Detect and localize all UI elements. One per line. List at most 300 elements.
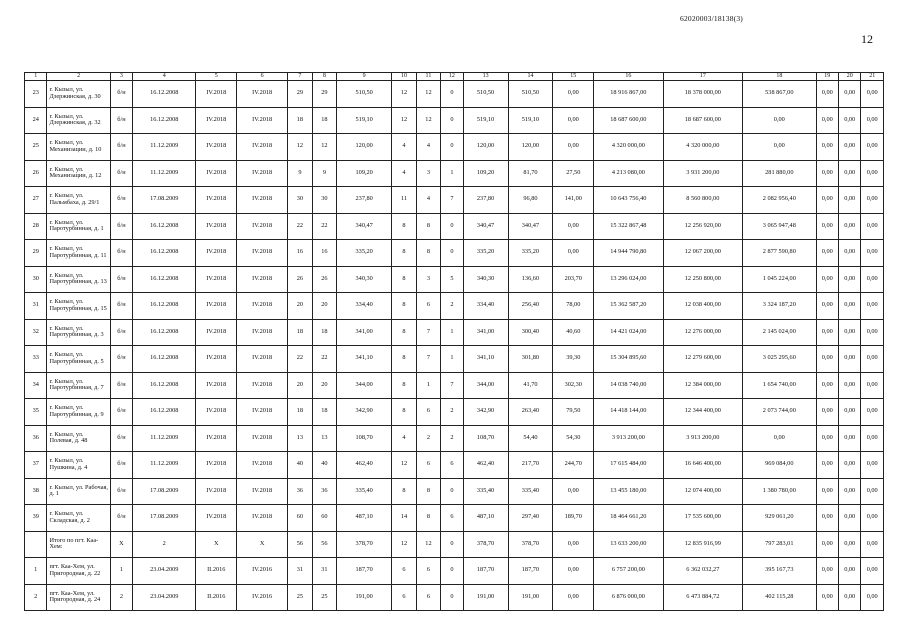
cell-col-20: 0,00 [838,107,860,134]
cell-col-6: IV.2018 [237,293,288,320]
cell-col-12: 1 [441,346,463,373]
cell-col-7: 25 [288,584,312,611]
cell-col-4: 16.12.2008 [133,372,196,399]
cell-col-12: 2 [441,399,463,426]
cell-col-19: 0,00 [816,81,838,108]
cell-col-16: 15 304 895,60 [594,346,663,373]
cell-col-20: 0,00 [838,160,860,187]
cell-col-8: 20 [312,293,336,320]
cell-col-15: 0,00 [553,558,594,585]
cell-col-14: 191,00 [508,584,553,611]
cell-col-10: 12 [392,107,416,134]
cell-col-15: 79,50 [553,399,594,426]
cell-col-18: 538 867,00 [743,81,816,108]
cell-col-5: II.2016 [196,584,237,611]
cell-col-6: IV.2018 [237,399,288,426]
cell-col-5: IV.2018 [196,293,237,320]
cell-col-13: 378,70 [463,531,508,558]
cell-col-17: 12 279 600,00 [663,346,743,373]
cell-col-12: 0 [441,107,463,134]
document-id: 62020003/18138(3) [680,14,743,23]
cell-col-2: г. Кызыл, ул. Складская, д. 2 [47,505,110,532]
cell-col-14: 335,40 [508,478,553,505]
column-number-4: 4 [133,73,196,81]
cell-col-3: б/н [110,399,132,426]
table-row [25,81,884,108]
cell-col-3: б/н [110,213,132,240]
cell-col-4: 23.04.2009 [133,558,196,585]
cell-col-21: 0,00 [861,452,884,479]
cell-col-4: 16.12.2008 [133,346,196,373]
cell-col-3: б/н [110,240,132,267]
cell-col-5: IV.2018 [196,372,237,399]
cell-col-19: 0,00 [816,452,838,479]
cell-col-7: 22 [288,346,312,373]
cell-col-17: 6 473 884,72 [663,584,743,611]
cell-col-2: г. Кызыл, ул. Паротурбинная, д. 9 [47,399,110,426]
cell-col-14: 301,80 [508,346,553,373]
cell-col-19: 0,00 [816,346,838,373]
cell-col-6: IV.2016 [237,584,288,611]
cell-col-20: 0,00 [838,505,860,532]
cell-col-1: 34 [25,372,47,399]
column-number-10: 10 [392,73,416,81]
cell-col-8: 18 [312,107,336,134]
cell-col-19: 0,00 [816,319,838,346]
cell-col-14: 300,40 [508,319,553,346]
cell-col-10: 8 [392,293,416,320]
cell-col-18: 3 025 295,60 [743,346,816,373]
cell-col-15: 54,30 [553,425,594,452]
cell-col-16: 13 455 180,00 [594,478,663,505]
cell-col-3: б/н [110,134,132,161]
cell-col-13: 108,70 [463,425,508,452]
cell-col-1: 24 [25,107,47,134]
cell-col-19: 0,00 [816,372,838,399]
cell-col-21: 0,00 [861,505,884,532]
cell-col-17: 3 931 200,00 [663,160,743,187]
cell-col-18: 3 065 947,48 [743,213,816,240]
cell-col-16: 15 362 587,20 [594,293,663,320]
cell-col-16: 18 916 867,00 [594,81,663,108]
cell-col-17: 12 256 920,00 [663,213,743,240]
cell-col-11: 7 [416,346,440,373]
cell-col-11: 6 [416,399,440,426]
cell-col-18: 0,00 [743,425,816,452]
cell-col-11: 2 [416,425,440,452]
cell-col-14: 378,70 [508,531,553,558]
cell-col-1: 31 [25,293,47,320]
cell-col-9: 487,10 [337,505,392,532]
cell-col-8: 25 [312,584,336,611]
cell-col-20: 0,00 [838,187,860,214]
cell-col-18: 2 145 024,00 [743,319,816,346]
cell-col-21: 0,00 [861,319,884,346]
cell-col-15: 39,30 [553,346,594,373]
cell-col-7: 36 [288,478,312,505]
cell-col-4: 16.12.2008 [133,213,196,240]
cell-col-15: 302,30 [553,372,594,399]
cell-col-7: 13 [288,425,312,452]
cell-col-13: 487,10 [463,505,508,532]
cell-col-18: 1 045 224,00 [743,266,816,293]
cell-col-12: 1 [441,319,463,346]
cell-col-1: 37 [25,452,47,479]
cell-col-1: 25 [25,134,47,161]
cell-col-18: 3 324 187,20 [743,293,816,320]
cell-col-3: б/н [110,346,132,373]
table-row [25,531,884,558]
cell-col-16: 14 944 790,80 [594,240,663,267]
cell-col-4: 11.12.2009 [133,425,196,452]
cell-col-15: 40,60 [553,319,594,346]
cell-col-7: 60 [288,505,312,532]
cell-col-13: 340,47 [463,213,508,240]
cell-col-8: 20 [312,372,336,399]
cell-col-19: 0,00 [816,399,838,426]
cell-col-2: г. Кызыл, ул. Механизации, д. 12 [47,160,110,187]
cell-col-10: 12 [392,81,416,108]
table-row [25,399,884,426]
cell-col-21: 0,00 [861,558,884,585]
cell-col-1: 28 [25,213,47,240]
cell-col-5: IV.2018 [196,81,237,108]
table-row [25,293,884,320]
cell-col-1 [25,531,47,558]
cell-col-6: IV.2018 [237,425,288,452]
cell-col-1: 32 [25,319,47,346]
cell-col-19: 0,00 [816,134,838,161]
cell-col-8: 31 [312,558,336,585]
cell-col-15: 0,00 [553,134,594,161]
cell-col-11: 8 [416,505,440,532]
cell-col-11: 8 [416,213,440,240]
cell-col-11: 6 [416,584,440,611]
cell-col-13: 462,40 [463,452,508,479]
cell-col-13: 519,10 [463,107,508,134]
cell-col-10: 6 [392,558,416,585]
cell-col-11: 4 [416,187,440,214]
cell-col-11: 3 [416,266,440,293]
cell-col-5: IV.2018 [196,346,237,373]
cell-col-3: б/н [110,319,132,346]
cell-col-21: 0,00 [861,531,884,558]
cell-col-17: 3 913 200,00 [663,425,743,452]
cell-col-9: 340,30 [337,266,392,293]
cell-col-19: 0,00 [816,558,838,585]
cell-col-18: 2 073 744,00 [743,399,816,426]
cell-col-15: 0,00 [553,213,594,240]
cell-col-14: 297,40 [508,505,553,532]
cell-col-4: 16.12.2008 [133,319,196,346]
cell-col-18: 0,00 [743,107,816,134]
cell-col-4: 17.08.2009 [133,478,196,505]
cell-col-15: 27,50 [553,160,594,187]
cell-col-16: 10 643 756,40 [594,187,663,214]
cell-col-10: 11 [392,187,416,214]
cell-col-6: IV.2018 [237,266,288,293]
cell-col-17: 12 276 000,00 [663,319,743,346]
cell-col-8: 56 [312,531,336,558]
cell-col-8: 16 [312,240,336,267]
cell-col-20: 0,00 [838,452,860,479]
cell-col-9: 344,00 [337,372,392,399]
cell-col-10: 12 [392,452,416,479]
cell-col-21: 0,00 [861,213,884,240]
cell-col-13: 237,80 [463,187,508,214]
cell-col-9: 334,40 [337,293,392,320]
cell-col-6: IV.2018 [237,160,288,187]
cell-col-20: 0,00 [838,399,860,426]
cell-col-13: 341,00 [463,319,508,346]
cell-col-10: 4 [392,134,416,161]
cell-col-8: 60 [312,505,336,532]
cell-col-1: 33 [25,346,47,373]
cell-col-14: 187,70 [508,558,553,585]
cell-col-6: IV.2018 [237,107,288,134]
cell-col-3: б/н [110,266,132,293]
cell-col-6: IV.2018 [237,372,288,399]
cell-col-3: б/н [110,81,132,108]
cell-col-20: 0,00 [838,213,860,240]
cell-col-20: 0,00 [838,425,860,452]
cell-col-11: 12 [416,107,440,134]
cell-col-15: 0,00 [553,81,594,108]
cell-col-5: IV.2018 [196,399,237,426]
cell-col-11: 8 [416,478,440,505]
cell-col-10: 8 [392,240,416,267]
cell-col-16: 14 038 740,00 [594,372,663,399]
cell-col-4: 16.12.2008 [133,266,196,293]
page-number: 12 [861,32,873,46]
cell-col-2: г. Кызыл, ул. Паротурбинная, д. 1 [47,213,110,240]
cell-col-21: 0,00 [861,160,884,187]
cell-col-7: 31 [288,558,312,585]
cell-col-1: 27 [25,187,47,214]
cell-col-12: 0 [441,134,463,161]
cell-col-7: 20 [288,293,312,320]
cell-col-2: г. Кызыл, ул. Дзержинская, д. 32 [47,107,110,134]
cell-col-2: г. Кызыл, ул. Паротурбинная, д. 3 [47,319,110,346]
cell-col-16: 3 913 200,00 [594,425,663,452]
cell-col-12: 1 [441,160,463,187]
cell-col-2: г. Кызыл, ул. Пушкина, д. 4 [47,452,110,479]
cell-col-4: 11.12.2009 [133,160,196,187]
cell-col-11: 7 [416,319,440,346]
cell-col-4: 17.08.2009 [133,505,196,532]
cell-col-16: 6 757 200,00 [594,558,663,585]
cell-col-16: 18 464 661,20 [594,505,663,532]
cell-col-15: 189,70 [553,505,594,532]
cell-col-21: 0,00 [861,478,884,505]
cell-col-12: 5 [441,266,463,293]
data-table [24,72,884,611]
column-number-9: 9 [337,73,392,81]
cell-col-14: 81,70 [508,160,553,187]
cell-col-16: 6 876 000,00 [594,584,663,611]
cell-col-11: 8 [416,240,440,267]
cell-col-11: 12 [416,531,440,558]
cell-col-5: IV.2018 [196,107,237,134]
cell-col-18: 969 084,00 [743,452,816,479]
cell-col-4: 16.12.2008 [133,293,196,320]
cell-col-21: 0,00 [861,293,884,320]
cell-col-21: 0,00 [861,187,884,214]
cell-col-17: 8 560 800,00 [663,187,743,214]
cell-col-4: 23.04.2009 [133,584,196,611]
cell-col-9: 237,80 [337,187,392,214]
cell-col-12: 0 [441,584,463,611]
cell-col-3: б/н [110,478,132,505]
cell-col-12: 0 [441,558,463,585]
cell-col-3: 1 [110,558,132,585]
cell-col-13: 341,10 [463,346,508,373]
cell-col-6: X [237,531,288,558]
cell-col-14: 217,70 [508,452,553,479]
cell-col-7: 26 [288,266,312,293]
cell-col-2: г. Кызыл, ул. Паротурбинная, д. 5 [47,346,110,373]
cell-col-3: б/н [110,160,132,187]
cell-col-2: г. Кызыл, ул. Паротурбинная, д. 11 [47,240,110,267]
cell-col-8: 26 [312,266,336,293]
cell-col-2: г. Кызыл, ул. Полевая, д. 48 [47,425,110,452]
cell-col-6: IV.2018 [237,319,288,346]
cell-col-8: 13 [312,425,336,452]
cell-col-5: IV.2018 [196,452,237,479]
cell-col-16: 4 213 080,00 [594,160,663,187]
table-row [25,240,884,267]
cell-col-15: 0,00 [553,240,594,267]
cell-col-13: 335,20 [463,240,508,267]
cell-col-5: IV.2018 [196,319,237,346]
cell-col-11: 6 [416,558,440,585]
table-row [25,213,884,240]
cell-col-13: 344,00 [463,372,508,399]
cell-col-18: 0,00 [743,134,816,161]
cell-col-5: IV.2018 [196,478,237,505]
cell-col-2: пгт. Каа-Хем, ул. Пригородная, д. 24 [47,584,110,611]
cell-col-9: 120,00 [337,134,392,161]
cell-col-9: 109,20 [337,160,392,187]
cell-col-9: 335,40 [337,478,392,505]
table-row [25,425,884,452]
cell-col-19: 0,00 [816,531,838,558]
cell-col-9: 191,00 [337,584,392,611]
column-number-8: 8 [312,73,336,81]
cell-col-7: 20 [288,372,312,399]
cell-col-18: 929 061,20 [743,505,816,532]
cell-col-7: 22 [288,213,312,240]
cell-col-20: 0,00 [838,240,860,267]
column-number-1: 1 [25,73,47,81]
cell-col-19: 0,00 [816,425,838,452]
column-number-16: 16 [594,73,663,81]
cell-col-3: б/н [110,107,132,134]
cell-col-14: 519,10 [508,107,553,134]
table-row [25,266,884,293]
column-number-14: 14 [508,73,553,81]
cell-col-14: 340,47 [508,213,553,240]
cell-col-21: 0,00 [861,240,884,267]
cell-col-8: 30 [312,187,336,214]
cell-col-8: 22 [312,346,336,373]
cell-col-6: IV.2018 [237,452,288,479]
cell-col-10: 8 [392,346,416,373]
cell-col-13: 334,40 [463,293,508,320]
column-number-5: 5 [196,73,237,81]
cell-col-7: 12 [288,134,312,161]
table-row [25,584,884,611]
cell-col-17: 12 835 916,99 [663,531,743,558]
cell-col-4: 16.12.2008 [133,107,196,134]
column-number-6: 6 [237,73,288,81]
cell-col-7: 16 [288,240,312,267]
cell-col-17: 17 535 600,00 [663,505,743,532]
cell-col-14: 120,00 [508,134,553,161]
cell-col-21: 0,00 [861,584,884,611]
cell-col-9: 335,20 [337,240,392,267]
cell-col-10: 4 [392,425,416,452]
cell-col-2: пгт. Каа-Хем, ул. Пригородная, д. 22 [47,558,110,585]
table-row [25,134,884,161]
cell-col-10: 8 [392,213,416,240]
cell-col-2: г. Кызыл, ул. Пальмбаха, д. 29/1 [47,187,110,214]
cell-col-20: 0,00 [838,531,860,558]
cell-col-6: IV.2018 [237,187,288,214]
cell-col-15: 78,00 [553,293,594,320]
cell-col-5: X [196,531,237,558]
cell-col-21: 0,00 [861,372,884,399]
cell-col-20: 0,00 [838,478,860,505]
cell-col-11: 3 [416,160,440,187]
cell-col-21: 0,00 [861,81,884,108]
cell-col-6: IV.2018 [237,240,288,267]
cell-col-1: 30 [25,266,47,293]
cell-col-6: IV.2018 [237,134,288,161]
cell-col-19: 0,00 [816,187,838,214]
cell-col-13: 340,30 [463,266,508,293]
cell-col-12: 0 [441,81,463,108]
cell-col-12: 7 [441,187,463,214]
cell-col-1: 2 [25,584,47,611]
cell-col-16: 14 421 024,00 [594,319,663,346]
cell-col-8: 18 [312,319,336,346]
cell-col-1: 38 [25,478,47,505]
cell-col-10: 8 [392,399,416,426]
column-number-21: 21 [861,73,884,81]
cell-col-8: 29 [312,81,336,108]
cell-col-7: 29 [288,81,312,108]
table-row [25,346,884,373]
table-row [25,319,884,346]
cell-col-19: 0,00 [816,293,838,320]
cell-col-2: г. Кызыл, ул. Механизации, д. 10 [47,134,110,161]
cell-col-1: 23 [25,81,47,108]
cell-col-20: 0,00 [838,81,860,108]
cell-col-10: 8 [392,319,416,346]
cell-col-17: 12 250 800,00 [663,266,743,293]
cell-col-19: 0,00 [816,240,838,267]
cell-col-20: 0,00 [838,319,860,346]
cell-col-9: 340,47 [337,213,392,240]
cell-col-21: 0,00 [861,107,884,134]
cell-col-2: г. Кызыл, ул. Паротурбинная, д. 15 [47,293,110,320]
cell-col-12: 2 [441,425,463,452]
cell-col-17: 4 320 000,00 [663,134,743,161]
cell-col-19: 0,00 [816,478,838,505]
column-number-2: 2 [47,73,110,81]
cell-col-13: 187,70 [463,558,508,585]
